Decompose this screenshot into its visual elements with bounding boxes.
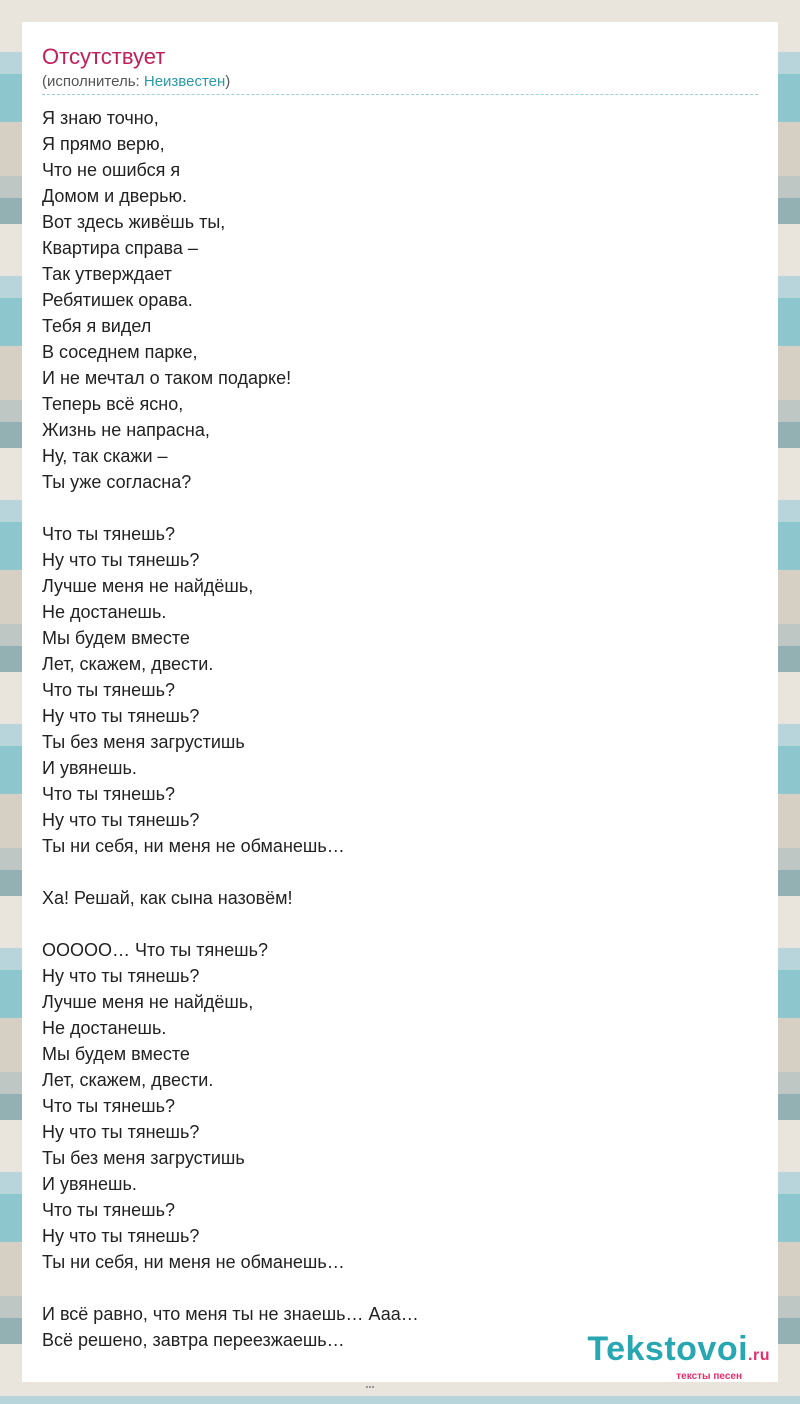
lyrics-card [22,22,778,1382]
performer-suffix: ) [225,73,231,90]
logo-tld: .ru [748,1347,770,1364]
performer-prefix: (исполнитель: [42,73,144,90]
performer-line [42,72,758,92]
song-title: Отсутствует [42,44,166,69]
logo-wordmark [587,1332,770,1373]
bottom-dots [366,1386,374,1392]
logo-tagline: тексты песен [676,1371,742,1382]
logo-name: Tekstovoi [587,1330,749,1368]
artist-link[interactable]: Неизвестен [143,73,226,90]
lyrics-text: Я знаю точно, Я прямо верю, Что не ошибся я Домом и дверью. Вот здесь живёшь ты, Квартира справа – Так утверждает Ребятишек орава. Тебя я видел В соседнем парке, И не мечтал о таком подарке! Теперь всё ясно, Жизнь не напрасна, Ну, так скажи – Ты уже согласна? Что ты тянешь? Ну что ты тянешь? Лучше меня не найдёшь, Не достанешь. Мы будем вместе Лет, скажем, двести. Что ты тянешь? Ну что ты тянешь? Ты без меня загрустишь И увянешь. Что ты тянешь? Ну что ты тянешь? Ты ни себя, ни меня не обманешь… Ха! Решай, как сына назовём! ООООО… Что ты тянешь? Ну что ты тянешь? Лучше меня не найдёшь, Не достанешь. Мы будем вместе Лет, скажем, двести. Что ты тянешь? Ну что ты тянешь? Ты без меня загрустишь И увянешь. Что ты тянешь? Ну что ты тянешь? Ты ни себя, ни меня не обманешь… И всё равно, что меня ты не знаешь… Ааа… Всё решено, завтра переезжаешь… [42,108,419,1350]
divider [42,94,758,95]
site-logo[interactable] [587,1332,770,1382]
